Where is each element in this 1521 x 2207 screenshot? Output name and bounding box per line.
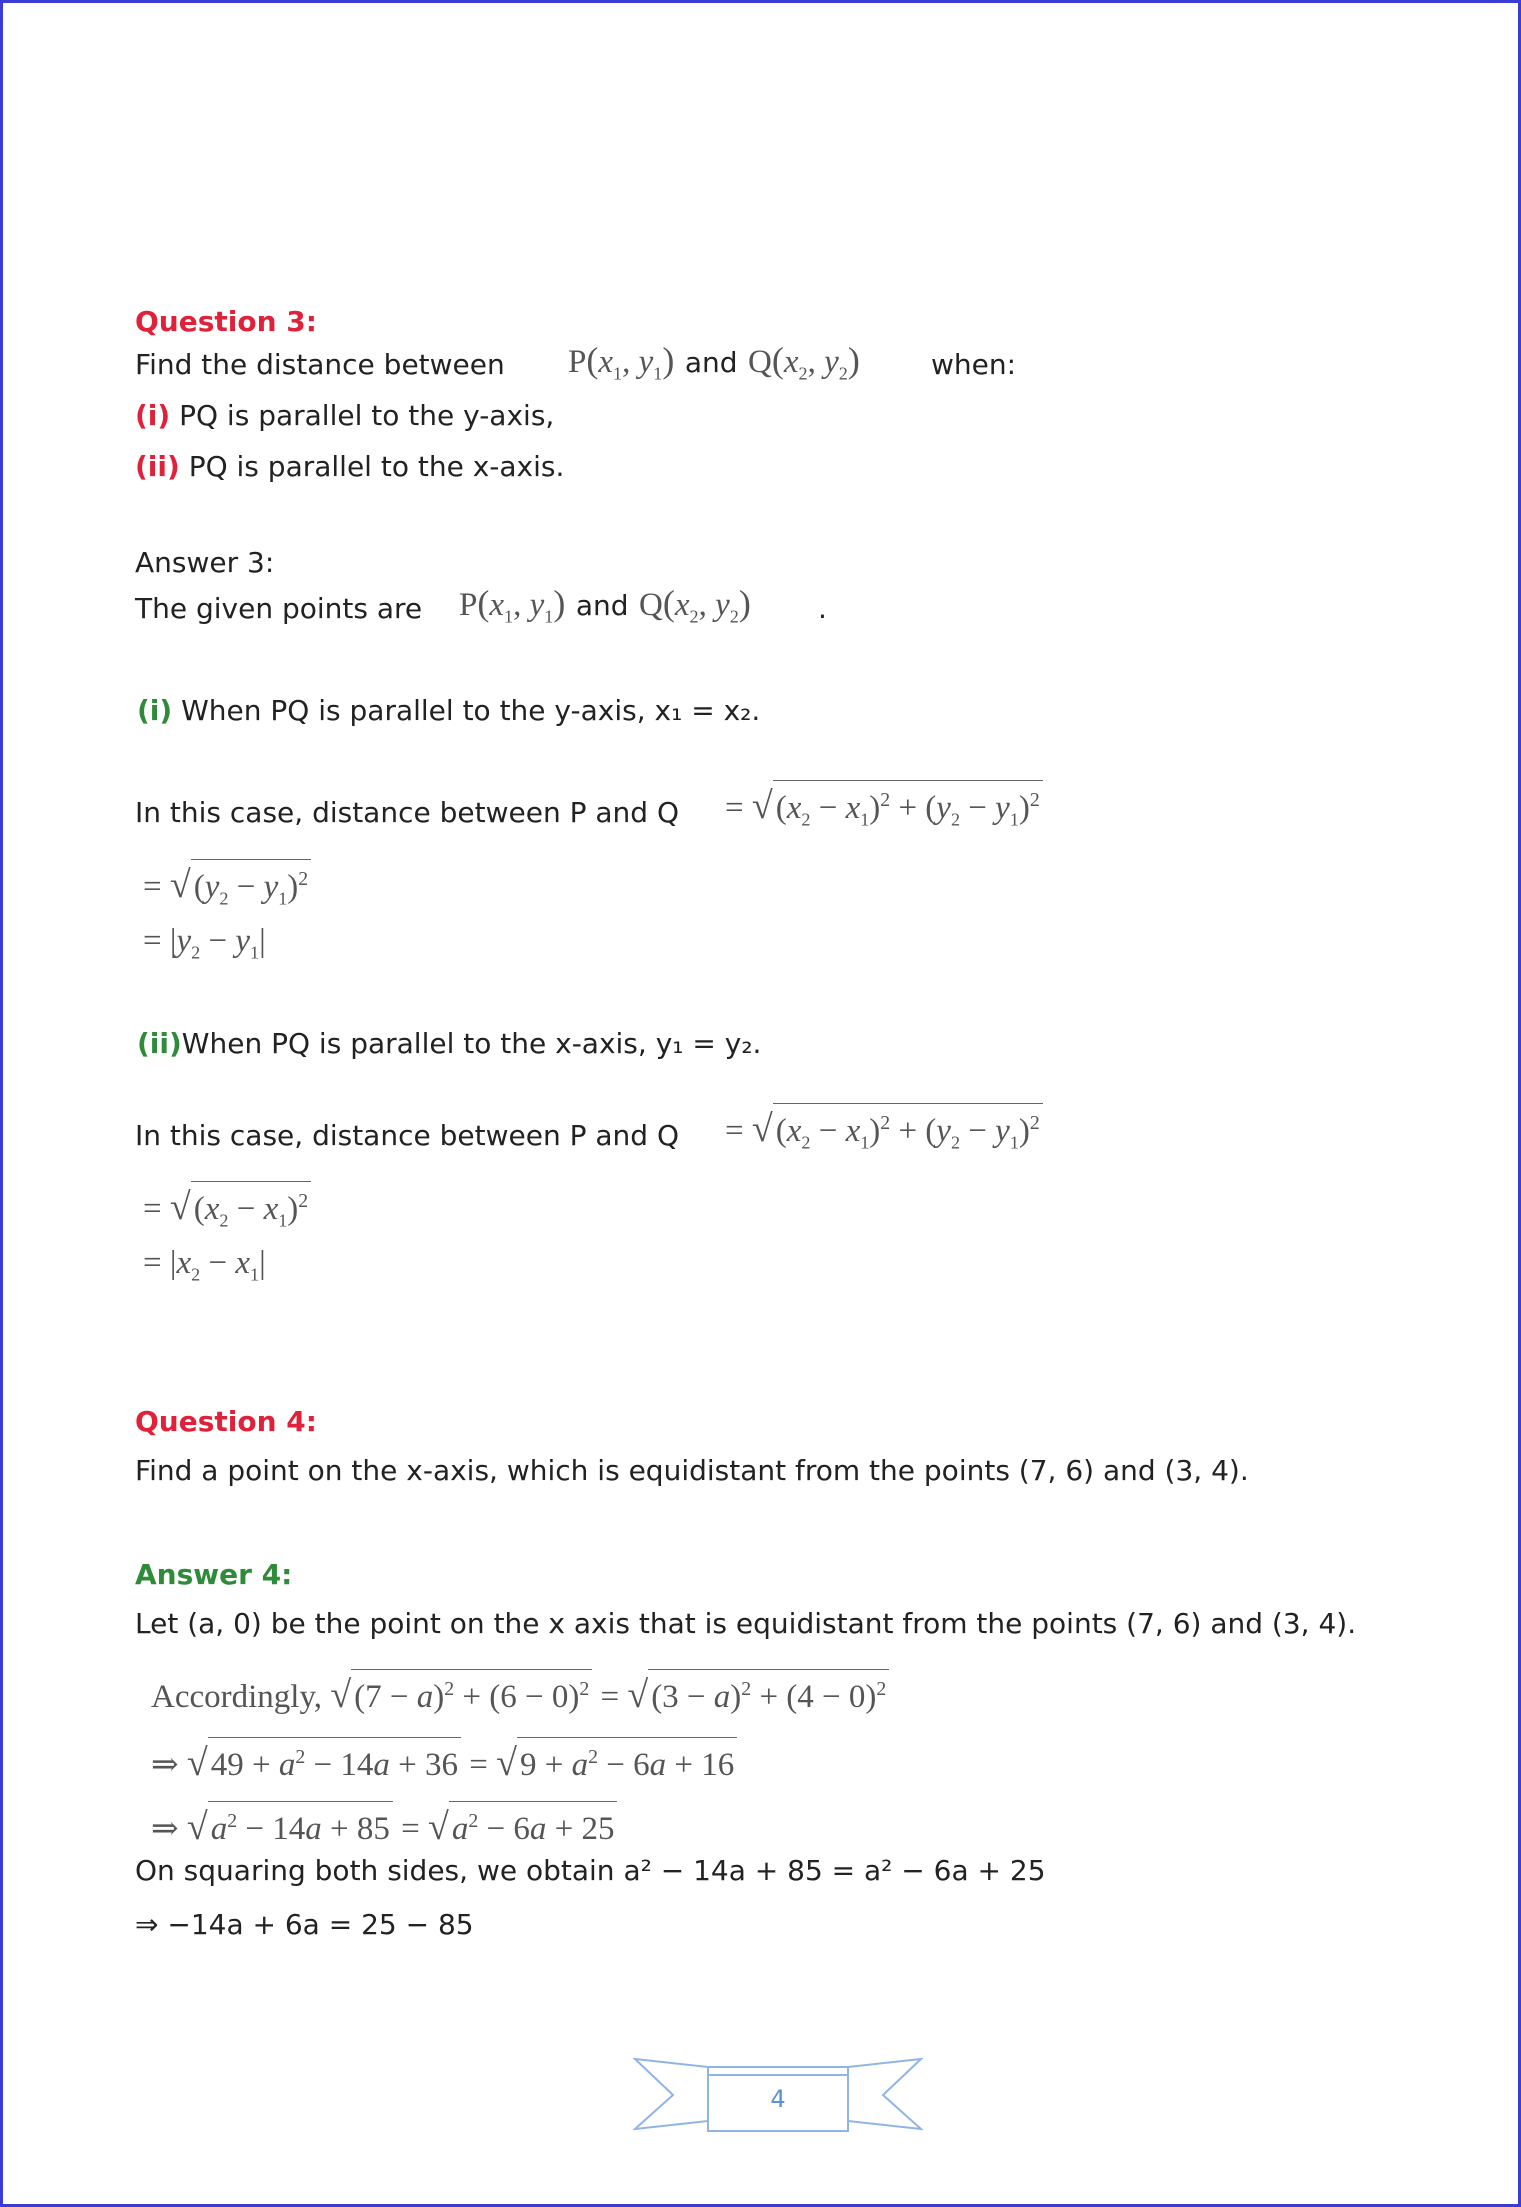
answer-3-part-ii-marker: (ii) (137, 1027, 182, 1060)
answer-3-part-i-text: When PQ is parallel to the y-axis, x₁ = x₂. (181, 694, 761, 727)
answer-4-step-1: ⇒ $√49 + a^2 - 14a + 36 = √9 + a^2 - 6a + 16$ (151, 1737, 737, 1785)
question-3-part-ii-marker: (ii) (135, 450, 180, 483)
page-number: 4 (770, 2085, 786, 2113)
answer-3-part-i-marker: (i) (137, 694, 173, 727)
answer-4-step-2: ⇒ $√a^2 - 14a + 85 = √a^2 - 6a + 25$ (151, 1801, 617, 1849)
answer-3-case-ii: In this case, distance between P and Q (135, 1119, 679, 1152)
answer-3-part-i (137, 694, 760, 728)
question-3-text-prefix: Find the distance between (135, 348, 505, 381)
question-3-and: and (684, 346, 738, 379)
answer-3-given-formula: $P(x_1$, $y_1$) and $Q(x_2$, $y_2$) (459, 583, 751, 627)
answer-3-and: and (575, 589, 629, 622)
question-3-part-i-marker: (i) (135, 399, 171, 432)
accordingly-label: Accordingly, (151, 1679, 323, 1715)
distance-step-x-1: = $√(x_2 - x_1)^2$ (143, 1181, 311, 1240)
distance-formula-1: = $√(x_2 - x_1)^2 + (y_2 - y_1)^2$ (725, 780, 1043, 839)
answer-4-squaring: On squaring both sides, we obtain a² − 14a + 85 = a² − 6a + 25 (135, 1854, 1046, 1887)
answer-3-title: Answer 3: (135, 546, 275, 579)
answer-4-accordingly: Accordingly, $√(7 - a)^2 + (6 - 0)^2 = √(3 - a)^2 + (4 - 0)^2$ (151, 1669, 889, 1717)
question-3-part-i (135, 399, 554, 433)
question-4-text: Find a point on the x-axis, which is equidistant from the points (7, 6) and (3, 4). (135, 1454, 1249, 1487)
answer-4-title: Answer 4: (135, 1558, 293, 1591)
question-3-points-formula: $P(x_1$, $y_1$) and $Q(x_2$, $y_2$) (568, 340, 860, 384)
distance-formula-2: = $√(x_2 - x_1)^2 + (y_2 - y_1)^2$ (725, 1103, 1043, 1162)
question-3-text (135, 348, 505, 382)
distance-step-y-2: = $|y_2 - y_1|$ (143, 923, 266, 963)
question-3-text-suffix: when: (931, 348, 1017, 381)
answer-4-step-3: ⇒ −14a + 6a = 25 − 85 (135, 1908, 474, 1941)
answer-3-case-i: In this case, distance between P and Q (135, 796, 679, 829)
answer-3-given-prefix: The given points are (135, 592, 423, 625)
question-3-part-i-text: PQ is parallel to the y-axis, (179, 399, 555, 432)
answer-3-part-ii (137, 1027, 761, 1061)
answer-3-given-suffix: . (818, 592, 827, 625)
question-4-title: Question 4: (135, 1405, 317, 1438)
question-3-part-ii (135, 450, 564, 484)
question-3-part-ii-text: PQ is parallel to the x-axis. (188, 450, 565, 483)
distance-step-y-1: = $√(y_2 - y_1)^2$ (143, 859, 311, 918)
answer-4-intro: Let (a, 0) be the point on the x axis that is equidistant from the points (7, 6) and (3, 4). (135, 1607, 1357, 1640)
question-3-title: Question 3: (135, 305, 317, 338)
distance-step-x-2: = $|x_2 - x_1|$ (143, 1245, 266, 1285)
answer-3-part-ii-text: When PQ is parallel to the x-axis, y₁ = y₂. (181, 1027, 762, 1060)
